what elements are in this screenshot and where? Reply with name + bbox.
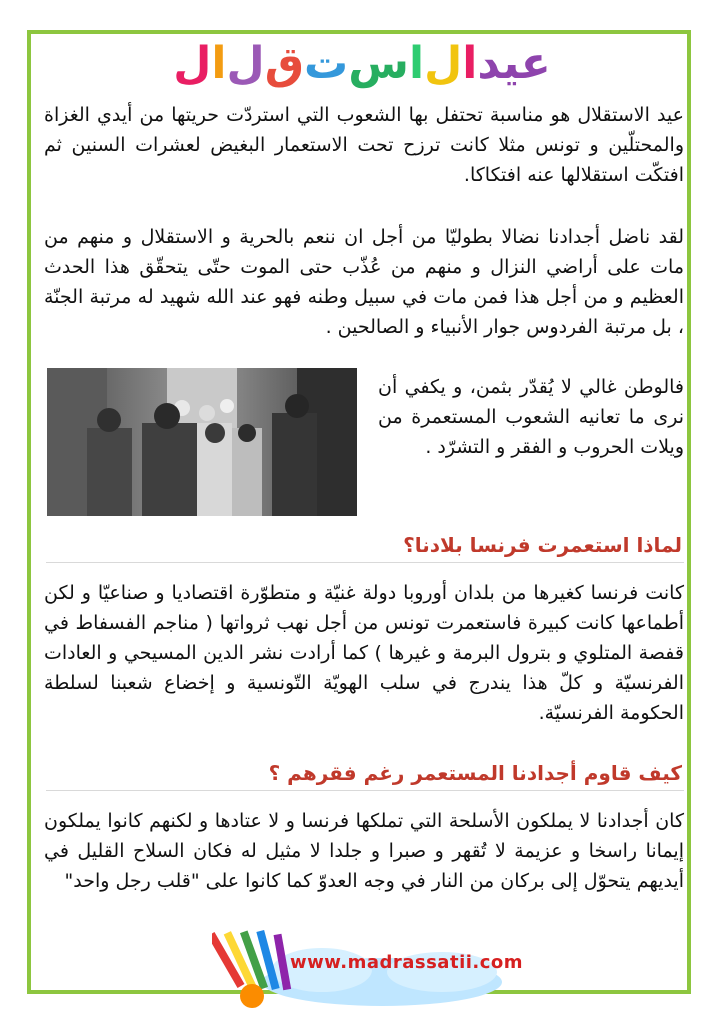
divider [46, 790, 684, 791]
title-letter: ل [226, 38, 265, 89]
historical-photo [47, 368, 357, 516]
title-letter: ت [304, 38, 349, 89]
title-letter: ل [424, 38, 463, 89]
title-letter: س [348, 38, 409, 89]
heading-why-colonized: لماذا استعمرت فرنسا بلادنا؟ [403, 533, 682, 557]
title-letter: ل [173, 38, 212, 89]
resistance-paragraph: كان أجدادنا لا يملكون الأسلحة التي تملكها فرنسا و لا عتادها و لكنهم كانوا يملكون إيمانا راسخا و عزيمة لا تُقهر و صبرا و جلدا لا مثيل له فكان السلاح القليل في أيديهم يتحوّل إلى بركان من النار في وجه العدوّ كما كانوا على "قلب رجل واحد" [44, 810, 684, 892]
soldiers-crowd-image [47, 368, 357, 516]
homeland-paragraph: فالوطن غالي لا يُقدّر بثمن، و يكفي أن نرى ما تعانيه الشعوب المستعمرة من ويلات الحروب و الفقر و التشرّد . [378, 376, 684, 458]
title-letter: ا [462, 38, 478, 89]
struggle-paragraph: لقد ناضل أجدادنا نضالا بطوليّا من أجل ان ننعم بالحرية و الاستقلال و منهم من مات على أراضي النزال و منهم من عُذّب حتى الموت حتّى يتحقّق هذا الحدث العظيم و من أجل هذا فمن مات في سبيل وطنه فهو عند الله شهيد له مرتبة الجنّة ، بل مرتبة الفردوس جوار الأنبياء و الصالحين . [44, 226, 684, 338]
title-letter: ا [211, 38, 227, 89]
heading-resistance: كيف قاوم أجدادنا المستعمر رغم فقرهم ؟ [268, 761, 682, 785]
divider [46, 562, 684, 563]
title-letter: عيد [477, 38, 551, 89]
site-url-link[interactable]: www.madrassatii.com [290, 952, 524, 973]
colonization-paragraph: كانت فرنسا كغيرها من بلدان أوروبا دولة غنيّة و متطوّرة اقتصاديا و صناعيّا و لكن أطماعها كانت كبيرة فاستعمرت تونس من أجل نهب ثرواتها ( مناجم الفسفاط في قفصة المتلوي و بترول البرمة و غيرها ) كما أرادت نشر الدين المسيحي و العادات الفرنسيّة و كلّ هذا يندرج في سلب الهويّة التّونسية و إخضاع شعبنا لسلطة الحكومة الفرنسيّة. [44, 582, 684, 724]
title-letter: ق [264, 38, 305, 89]
title-letter: ا [408, 38, 425, 89]
page-title [0, 38, 724, 89]
intro-paragraph: عيد الاستقلال هو مناسبة تحتفل بها الشعوب التي استردّت حريتها من أيدي الغزاة والمحتلّين و تونس مثلا كانت ترزح تحت الاستعمار البغيض لعشرات السنين ثم افتكّت استقلالها عنه افتكاكا. [44, 104, 684, 186]
